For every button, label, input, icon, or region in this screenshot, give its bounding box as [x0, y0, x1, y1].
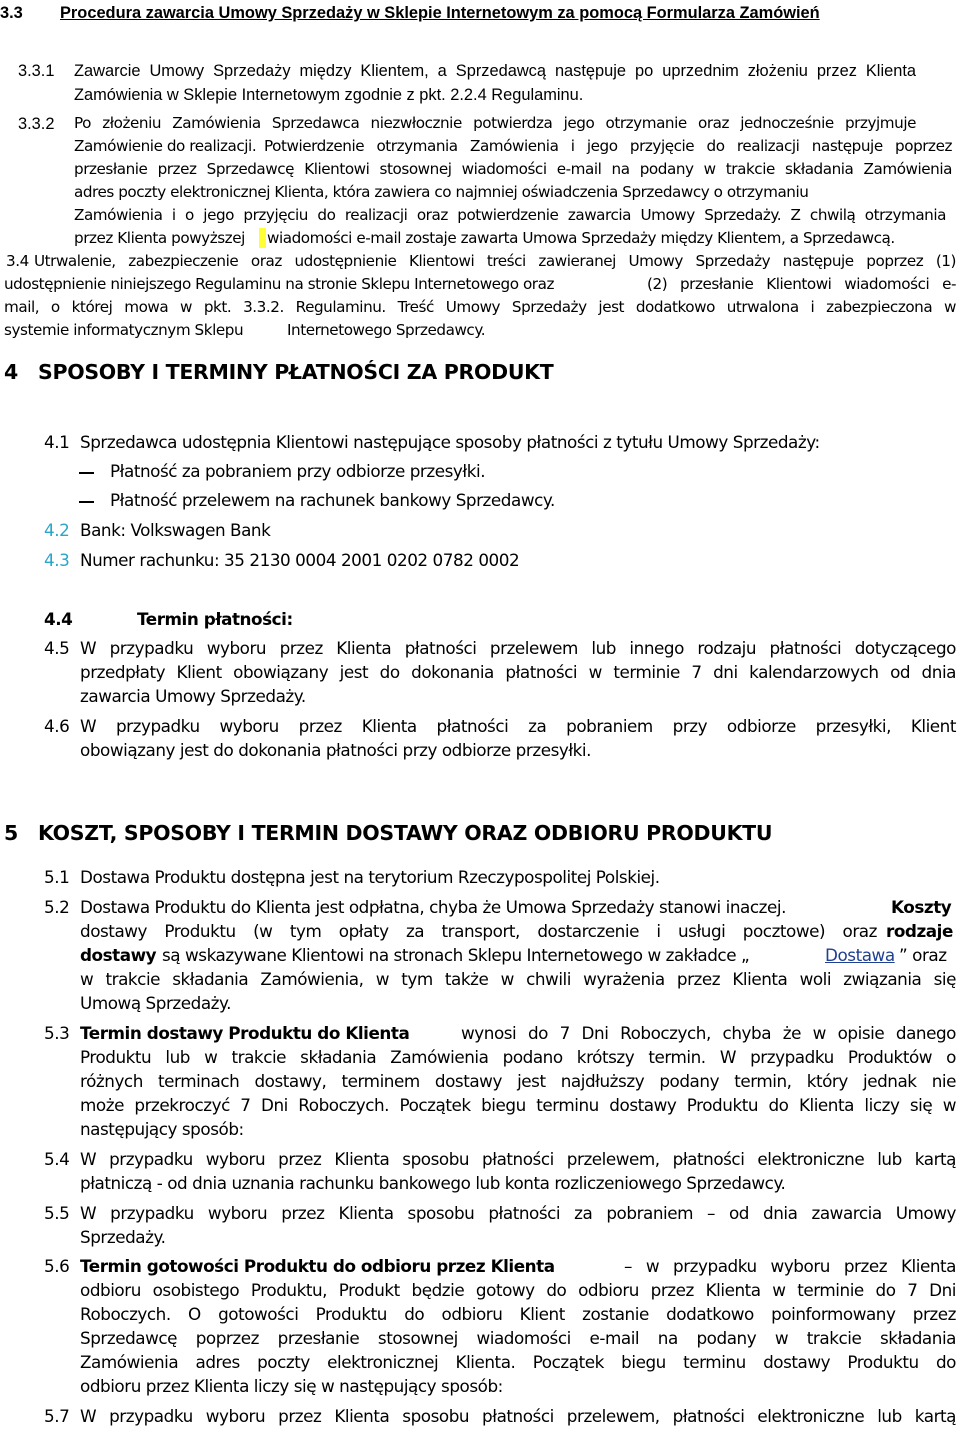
payment-option-item: Płatność za pobraniem przy odbiorze przesyłki.	[110, 461, 486, 481]
paragraph-5-2-line: Dostawa Produktu do Klienta jest odpłatna, chyba że Umowa Sprzedaży stanowi inaczej.	[80, 897, 786, 917]
paragraph-5-2-line: dostawy Produktu (w tym opłaty za transport, dostarczenie i usługi pocztowe) oraz	[80, 921, 877, 941]
paragraph-5-6-line: Sprzedawcę poprzez przesłanie stosownej wiadomości e-mail na podany w trakcie składania	[80, 1328, 956, 1348]
paragraph-5-2-line: Umową Sprzedaży.	[80, 993, 231, 1013]
paragraph-3-3-2-number: 3.3.2	[18, 115, 55, 133]
paragraph-4-5-line: zawarcia Umowy Sprzedaży.	[80, 686, 306, 706]
paragraph-3-4-line: (2) przesłanie Klientowi wiadomości e-	[647, 275, 956, 293]
paragraph-5-2-bold: dostawy	[80, 945, 157, 965]
paragraph-4-1-text: Sprzedawca udostępnia Klientowi następujące sposoby płatności z tytułu Umowy Sprzedaży:	[80, 432, 820, 452]
text-highlight-mark	[259, 228, 266, 248]
paragraph-5-5-number: 5.5	[44, 1203, 70, 1223]
paragraph-4-2-number: 4.2	[44, 520, 70, 540]
section-3-3-title: Procedura zawarcia Umowy Sprzedaży w Sklepie Internetowym za pomocą Formularza Zamówień	[60, 4, 820, 22]
paragraph-5-1-text: Dostawa Produktu dostępna jest na terytorium Rzeczypospolitej Polskiej.	[80, 867, 660, 887]
paragraph-5-6-line: Zamówienia adres poczty elektronicznej Klienta. Początek biegu terminu dostawy Produktu do	[80, 1352, 956, 1372]
paragraph-5-2-line: w trakcie składania Zamówienia, w tym także w chwili wyrażenia przez Klienta woli związania się	[80, 969, 956, 989]
paragraph-5-6-number: 5.6	[44, 1256, 70, 1276]
delivery-tab-link[interactable]: Dostawa	[825, 945, 895, 965]
paragraph-5-3-line: Produktu lub w trakcie składania Zamówienia podano krótszy termin. W przypadku Produktów o	[80, 1047, 956, 1067]
paragraph-3-3-2-line: wiadomości e-mail zostaje zawarta Umowa Sprzedaży między Klientem, a Sprzedawcą.	[267, 229, 895, 247]
paragraph-3-3-2-line: adres poczty elektronicznej Klienta, która zawiera co najmniej oświadczenia Sprzedawcy o otrzymaniu	[74, 183, 809, 201]
paragraph-5-3-line: wynosi do 7 Dni Roboczych, chyba że w opisie danego	[461, 1023, 956, 1043]
paragraph-4-6-line: obowiązany jest do dokonania płatności przy odbiorze przesyłki.	[80, 740, 592, 760]
paragraph-3-3-2-line: Zamówienie do realizacji.	[74, 137, 257, 155]
section-5-number: 5	[4, 821, 18, 845]
paragraph-5-5-line: W przypadku wyboru przez Klienta sposobu płatności za pobraniem – od dnia zawarcia Umowy	[80, 1203, 956, 1223]
paragraph-4-4-number: 4.4	[44, 609, 73, 629]
paragraph-3-3-1-number: 3.3.1	[18, 62, 55, 80]
paragraph-5-2-bold: Koszty	[891, 897, 952, 917]
paragraph-5-1-number: 5.1	[44, 867, 70, 887]
paragraph-5-4-number: 5.4	[44, 1149, 70, 1169]
paragraph-5-2-number: 5.2	[44, 897, 70, 917]
paragraph-5-7-line: W przypadku wyboru przez Klienta sposobu płatności przelewem, płatności elektroniczne lub kartą	[80, 1406, 956, 1426]
paragraph-5-2-bold: rodzaje	[886, 921, 953, 941]
paragraph-4-1-number: 4.1	[44, 432, 70, 452]
paragraph-4-6-line: W przypadku wyboru przez Klienta płatności za pobraniem przy odbiorze przesyłki, Klient	[80, 716, 956, 736]
paragraph-4-5-number: 4.5	[44, 638, 70, 658]
account-number: Numer rachunku: 35 2130 0004 2001 0202 0782 0002	[80, 550, 520, 570]
paragraph-5-4-line: płatniczą - od dnia uznania rachunku bankowego lub konta rozliczeniowego Sprzedawcy.	[80, 1173, 786, 1193]
paragraph-5-6-bold: Termin gotowości Produktu do odbioru przez Klienta	[80, 1256, 555, 1276]
paragraph-3-4-line: udostępnienie niniejszego Regulaminu na stronie Sklepu Internetowego oraz	[4, 275, 554, 293]
paragraph-3-3-2-line: przesłanie przez Sprzedawcę Klientowi stosownej wiadomości e-mail na podany w trakcie składania Zamówienia	[74, 160, 952, 178]
paragraph-5-6-line: – w przypadku wyboru przez Klienta	[624, 1256, 956, 1276]
paragraph-4-6-number: 4.6	[44, 716, 70, 736]
bank-name: Bank: Volkswagen Bank	[80, 520, 271, 540]
paragraph-5-6-line: Roboczych. O gotowości Produktu do odbioru Klient zostanie dodatkowo poinformowany przez	[80, 1304, 956, 1324]
paragraph-4-5-line: przedpłaty Klient obowiązany jest do dokonania płatności w terminie 7 dni kalendarzowych od dnia	[80, 662, 956, 682]
paragraph-4-5-line: W przypadku wyboru przez Klienta płatności przelewem lub innego rodzaju płatności dotyczącego	[80, 638, 956, 658]
paragraph-3-4-line: Utrwalenie, zabezpieczenie oraz udostępnienie Klientowi treści zawieranej Umowy Sprzedaży następuje poprzez (1)	[34, 252, 956, 270]
paragraph-3-3-2-line: Po złożeniu Zamówienia Sprzedawca niezwłocznie potwierdza jego otrzymanie oraz jednocześnie przyjmuje	[74, 114, 916, 132]
section-3-3-number: 3.3	[0, 4, 23, 22]
paragraph-3-3-2-line: przez Klienta powyższej	[74, 229, 245, 247]
bullet-dash	[79, 501, 94, 503]
section-4-number: 4	[4, 360, 18, 384]
paragraph-3-4-number: 3.4	[6, 252, 29, 270]
paragraph-5-6-line: odbioru przez Klienta liczy się w następujący sposób:	[80, 1376, 503, 1396]
paragraph-5-4-line: W przypadku wyboru przez Klienta sposobu płatności przelewem, płatności elektroniczne lub kartą	[80, 1149, 956, 1169]
paragraph-3-3-1-line: Zamówienia w Sklepie Internetowym zgodnie z pkt. 2.2.4 Regulaminu.	[74, 86, 584, 104]
paragraph-5-7-number: 5.7	[44, 1406, 70, 1426]
paragraph-5-3-bold: Termin dostawy Produktu do Klienta	[80, 1023, 410, 1043]
paragraph-5-2-line: ” oraz	[899, 945, 947, 965]
section-4-title: SPOSOBY I TERMINY PŁATNOŚCI ZA PRODUKT	[38, 360, 554, 384]
paragraph-3-3-2-line: Potwierdzenie otrzymania Zamówienia i jego przyjęcie do realizacji następuje poprzez	[264, 137, 952, 155]
section-5-title: KOSZT, SPOSOBY I TERMIN DOSTAWY ORAZ ODBIORU PRODUKTU	[38, 821, 773, 845]
paragraph-5-2-line: są wskazywane Klientowi na stronach Sklepu Internetowego w zakładce „	[162, 945, 750, 965]
paragraph-5-3-line: różnych terminach dostawy, terminem dostawy jest najdłuższy podany termin, który jednak nie	[80, 1071, 956, 1091]
paragraph-5-6-line: odbioru osobistego Produktu, Produkt będzie gotowy do odbioru przez Klienta w terminie do 7 Dni	[80, 1280, 956, 1300]
payment-option-item: Płatność przelewem na rachunek bankowy Sprzedawcy.	[110, 490, 555, 510]
payment-term-heading: Termin płatności:	[137, 609, 293, 629]
paragraph-5-3-line: może przekroczyć 7 Dni Roboczych. Początek biegu terminu dostawy Produktu do Klienta liczy się w	[80, 1095, 956, 1115]
paragraph-3-4-line: mail, o której mowa w pkt. 3.3.2. Regulaminu. Treść Umowy Sprzedaży jest dodatkowo utrwalona i zabezpieczona w	[4, 298, 956, 316]
paragraph-3-3-1-line: Zawarcie Umowy Sprzedaży między Klientem, a Sprzedawcą następuje po uprzednim złożeniu przez Klienta	[74, 62, 916, 80]
paragraph-3-3-2-line: Zamówienia i o jego przyjęciu do realizacji oraz potwierdzenie zawarcia Umowy Sprzedaży. Z chwilą otrzymania	[74, 206, 946, 224]
bullet-dash	[79, 472, 94, 474]
paragraph-3-4-line: Internetowego Sprzedawcy.	[287, 321, 486, 339]
paragraph-4-3-number: 4.3	[44, 550, 70, 570]
paragraph-5-3-line: następujący sposób:	[80, 1119, 244, 1139]
paragraph-3-4-line: systemie informatycznym Sklepu	[4, 321, 244, 339]
paragraph-5-5-line: Sprzedaży.	[80, 1227, 166, 1247]
paragraph-5-3-number: 5.3	[44, 1023, 70, 1043]
